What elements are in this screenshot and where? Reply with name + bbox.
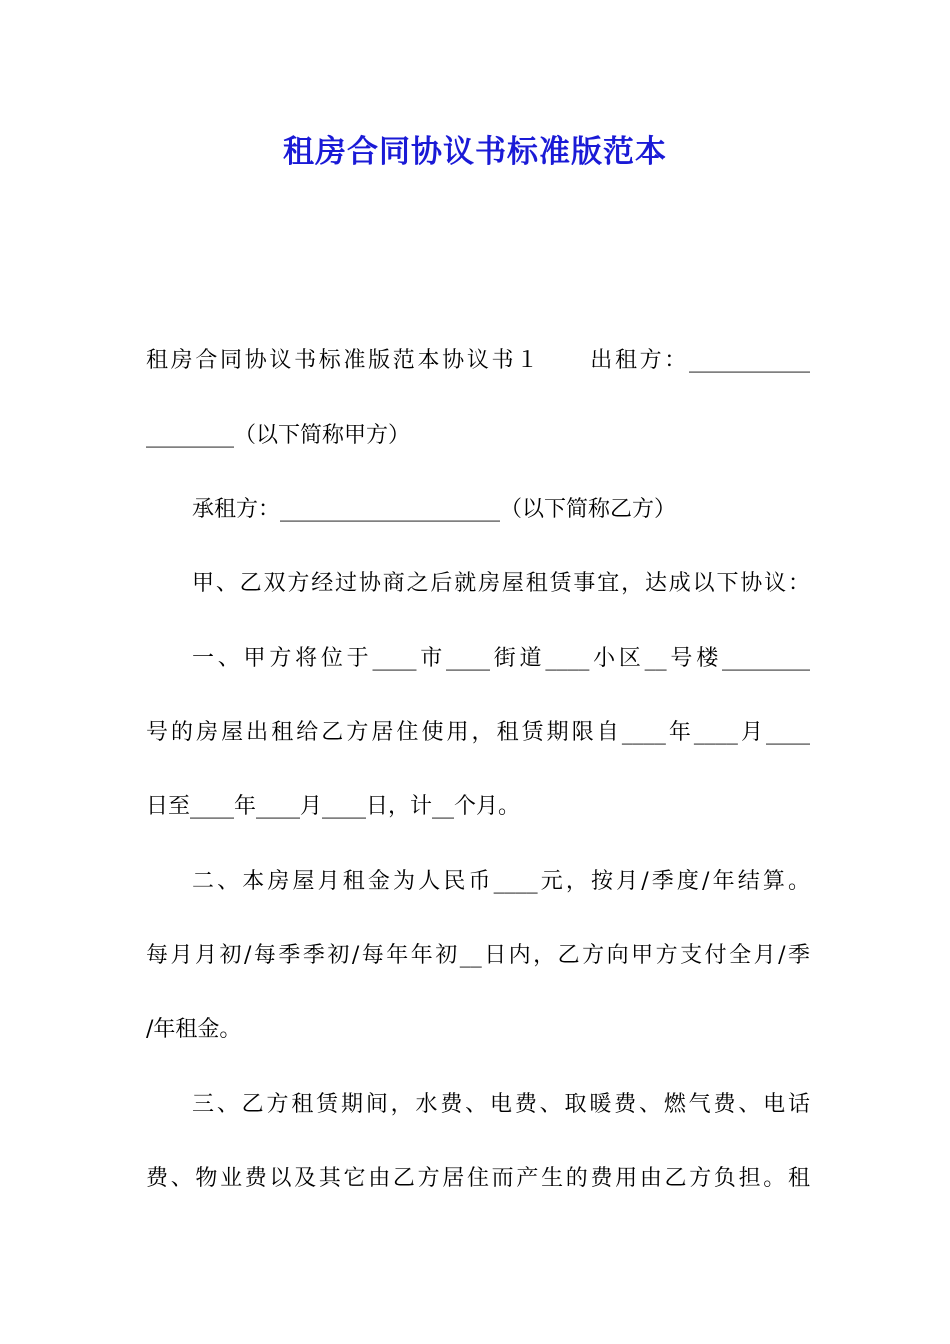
paragraph-line: 费、物业费以及其它由乙方居住而产生的费用由乙方负担。租 bbox=[146, 1166, 810, 1191]
paragraph-line: 承租方：____________________（以下简称乙方） bbox=[192, 497, 677, 522]
paragraph-line: 甲、乙双方经过协商之后就房屋租赁事宜，达成以下协议： bbox=[192, 571, 810, 596]
paragraph-line: 二、本房屋月租金为人民币____元，按月/季度/年结算。 bbox=[192, 869, 810, 894]
paragraph-line: 租房合同协议书标准版范本协议书１ 出租方：___________ bbox=[146, 348, 810, 373]
paragraph-line: 每月月初/每季季初/每年年初__日内，乙方向甲方支付全月/季 bbox=[146, 943, 810, 968]
paragraph-line: 一、甲方将位于____市____街道____小区__号楼________ bbox=[192, 646, 810, 671]
paragraph-line: 日至____年____月____日，计__个月。 bbox=[146, 794, 521, 819]
paragraph-line: 三、乙方租赁期间，水费、电费、取暖费、燃气费、电话 bbox=[192, 1092, 810, 1117]
paragraph-line: /年租金。 bbox=[146, 1017, 242, 1042]
document-title: 租房合同协议书标准版范本 bbox=[283, 134, 667, 170]
paragraph-line: 号的房屋出租给乙方居住使用，租赁期限自____年____月____ bbox=[146, 720, 810, 745]
paragraph-line: ________（以下简称甲方） bbox=[146, 423, 411, 448]
